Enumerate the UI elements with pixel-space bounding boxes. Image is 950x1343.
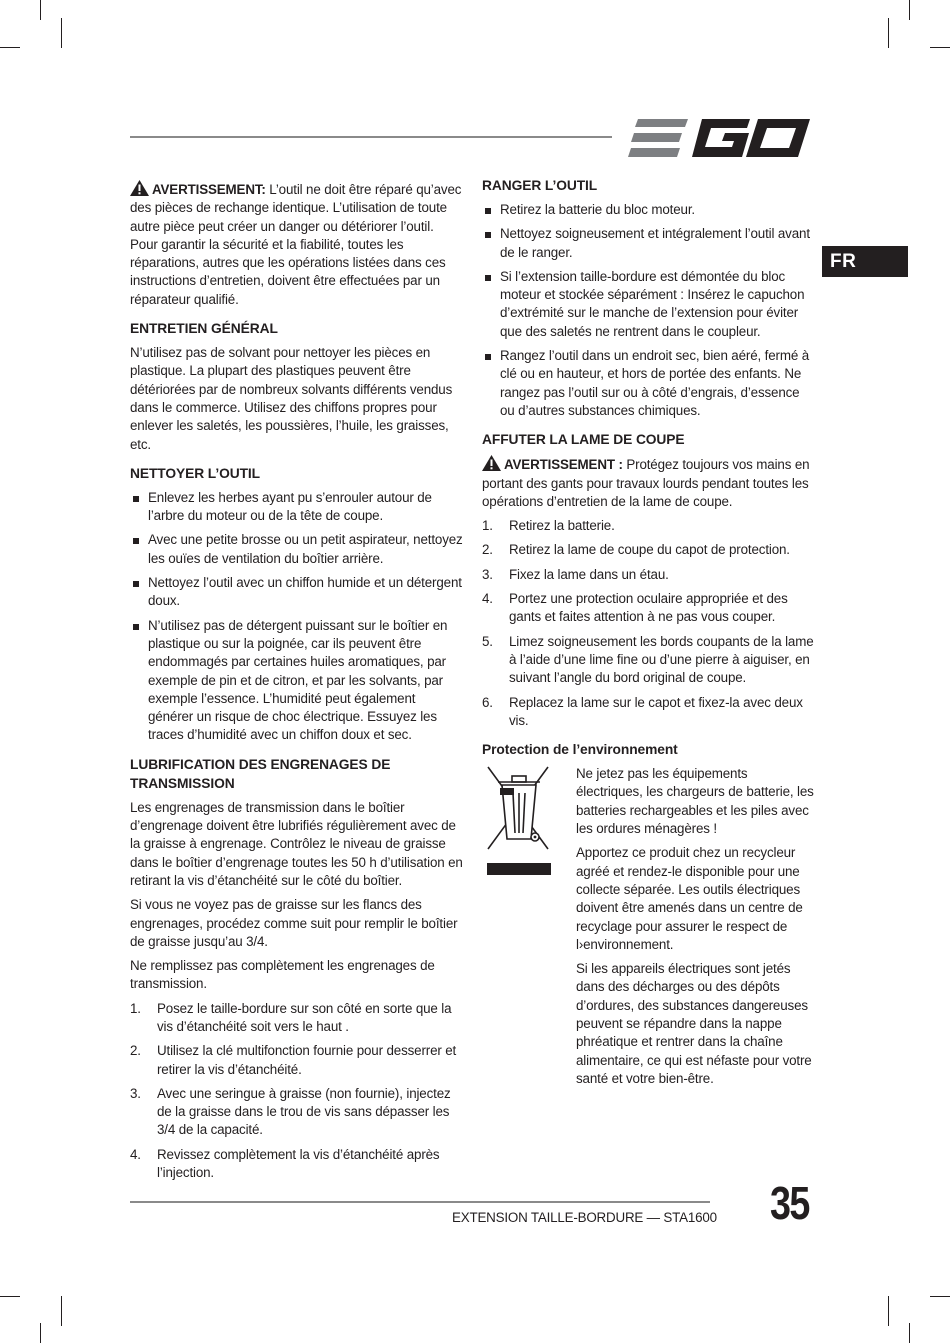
step-text: Posez le taille-bordure sur son côté en sorte que la vis d’étanchéité soit vers le haut . xyxy=(157,1000,452,1034)
left-column xyxy=(130,180,463,1188)
step-text: Avec une seringue à graisse (non fournie), injectez de la graisse dans le trou de vis sans dépasser les 3/4 de la capacité. xyxy=(157,1085,451,1138)
step-number: 1. xyxy=(130,1000,141,1016)
header-rule xyxy=(130,136,612,138)
environment-block xyxy=(482,765,815,1088)
paragraph: Si vous ne voyez pas de graisse sur les flancs des engrenages, procédez comme suit pour remplir le boîtier de graisse jusqu’au 3/4. xyxy=(130,897,458,949)
step-number: 2. xyxy=(482,542,493,558)
step-item xyxy=(482,590,815,627)
paragraph: Ne jetez pas les équipements électriques, les chargeurs de batterie, les batteries rechargeables et les piles avec les ordures ménagères ! xyxy=(576,766,814,837)
language-tab: FR xyxy=(822,246,908,277)
step-number: 1. xyxy=(482,518,493,534)
section-title-ranger: RANGER L’OUTIL xyxy=(482,178,598,193)
footer-product-name: EXTENSION TAILLE-BORDURE — STA1600 xyxy=(452,1210,717,1225)
step-item xyxy=(482,694,815,731)
warning-icon xyxy=(482,455,501,471)
step-text: Fixez la lame dans un étau. xyxy=(509,566,669,582)
section-title-environnement: Protection de l’environnement xyxy=(482,742,678,758)
step-number: 4. xyxy=(482,591,493,607)
step-number: 4. xyxy=(130,1146,141,1162)
step-item xyxy=(130,1146,463,1183)
section-title-nettoyer: NETTOYER L’OUTIL xyxy=(130,465,260,481)
list-item: Nettoyez l’outil avec un chiffon humide et un détergent doux. xyxy=(130,574,463,611)
warning-icon xyxy=(130,180,149,196)
warning-label: AVERTISSEMENT : xyxy=(504,457,623,473)
step-item xyxy=(482,566,815,584)
step-text: Retirez la batterie. xyxy=(509,518,615,534)
blade-warning xyxy=(482,455,815,511)
step-item xyxy=(482,517,815,535)
list-item: Avec une petite brosse ou un petit aspirateur, nettoyez les ouïes de ventilation du boîtier arrière. xyxy=(130,531,463,568)
environment-text xyxy=(576,765,815,1088)
right-column xyxy=(482,176,815,1094)
step-item xyxy=(130,1000,463,1037)
lubrification-steps xyxy=(130,1000,463,1183)
list-item: Nettoyez soigneusement et intégralement l’outil avant de le ranger. xyxy=(482,225,815,262)
list-item: Retirez la batterie du bloc moteur. xyxy=(482,201,815,219)
step-number: 3. xyxy=(482,566,493,582)
step-text: Limez soigneusement les bords coupants de la lame à l’aide d’une lime fine ou d’une pierre à aiguiser, en suivant l’angle du bord original de coupe. xyxy=(509,633,814,686)
paragraph: Les engrenages de transmission dans le boîtier d’engrenage doivent être lubrifiés régulièrement avec de la graisse à engrenage. Contrôlez le niveau de graisse dans le boîtier d’engrenage toutes les 50 h d’utilisation en retirant la vis d’étanchéité sur le côté du boîtier. xyxy=(130,799,463,888)
crossed-bin-icon xyxy=(486,765,552,875)
section-title-lubrification: LUBRIFICATION DES ENGRENAGES DE TRANSMISSION xyxy=(130,756,391,791)
nettoyer-list xyxy=(130,489,463,745)
list-item: Enlevez les herbes ayant pu s’enrouler autour de l’arbre du moteur ou de la tête de coupe. xyxy=(130,489,463,526)
step-text: Portez une protection oculaire appropriée et des gants et faites attention à ne pas vous couper. xyxy=(509,591,788,625)
list-item: Si l’extension taille-bordure est démontée du bloc moteur et stockée séparément : Insérez le capuchon d’extrémité sur le manche de l’extension pour éviter que des saletés ne rentrent dans le coupleur. xyxy=(482,268,815,341)
paragraph: Si les appareils électriques sont jetés dans des décharges ou des dépôts d’ordures, des substances dangereuses peuvent se répandre dans la nappe phréatique et rentrer dans la chaîne alimentaire, ce qui est néfaste pour votre santé et votre bien-être. xyxy=(576,961,812,1086)
step-text: Utilisez la clé multifonction fournie pour desserrer et retirer la vis d’étanchéité. xyxy=(157,1043,457,1077)
step-item xyxy=(482,633,815,688)
affuter-steps xyxy=(482,517,815,730)
step-item xyxy=(130,1085,463,1140)
step-item xyxy=(482,541,815,559)
paragraph: Ne remplissez pas complètement les engrenages de transmission. xyxy=(130,958,435,992)
footer-rule xyxy=(130,1201,710,1203)
step-number: 2. xyxy=(130,1043,141,1059)
warning-text: Protégez toujours vos mains en portant des gants pour travaux lourds pendant toutes les opérations d’entretien de la lame de coupe. xyxy=(482,457,810,509)
warning-label: AVERTISSEMENT: xyxy=(152,182,266,197)
step-number: 6. xyxy=(482,694,493,710)
warning-text: L’outil ne doit être réparé qu’avec des pièces de rechange identique. L’utilisation de toute autre pièce peut créer un danger ou détériorer l’outil. Pour garantir la sécurité et la fiabilité, toutes les réparations, autres que les opérations listées dans ces instructions d’entretien, doivent être effectuées par un réparateur qualifié. xyxy=(130,182,462,307)
step-number: 3. xyxy=(130,1085,141,1101)
ego-logo xyxy=(628,117,812,159)
repair-warning xyxy=(130,180,463,309)
step-number: 5. xyxy=(482,633,493,649)
list-item: N’utilisez pas de détergent puissant sur le boîtier en plastique ou sur la poignée, car ils peuvent être endommagés par certaines huiles aromatiques, par exemple de pin et de citron, et par les solvants, par exemple l’essence. L’humidité peut également générer un risque de choc électrique. Essuyez les traces d’humidité avec un chiffon doux et sec. xyxy=(130,617,463,745)
ranger-list xyxy=(482,201,815,420)
section-title-entretien: ENTRETIEN GÉNÉRAL xyxy=(130,321,278,337)
step-text: Replacez la lame sur le capot et fixez-la avec deux vis. xyxy=(509,694,803,728)
step-text: Revissez complètement la vis d’étanchéité après l’injection. xyxy=(157,1146,440,1181)
paragraph: Apportez ce produit chez un recycleur agréé et rendez-le disponible pour une collecte séparée. Les outils électriques doivent être amenés dans un centre de recyclage pour assurer le respect de l›environnement. xyxy=(576,845,803,952)
step-item xyxy=(130,1042,463,1079)
step-text: Retirez la lame de coupe du capot de protection. xyxy=(509,542,790,558)
section-title-affuter: AFFUTER LA LAME DE COUPE xyxy=(482,432,685,448)
list-item: Rangez l’outil dans un endroit sec, bien aéré, fermé à clé ou en hauteur, et hors de portée des enfants. Ne rangez pas l’outil sur ou à côté d’engrais, d’essence ou d’autres substances chimiques. xyxy=(482,347,815,420)
page-number: 35 xyxy=(770,1177,809,1229)
paragraph: N’utilisez pas de solvant pour nettoyer les pièces en plastique. La plupart des plastiques peuvent être détériorées par de nombreux solvants différents vendus dans le commerce. Utilisez des chiffons propres pour enlever les saletés, les poussières, l’huile, les graisses, etc. xyxy=(130,345,453,452)
